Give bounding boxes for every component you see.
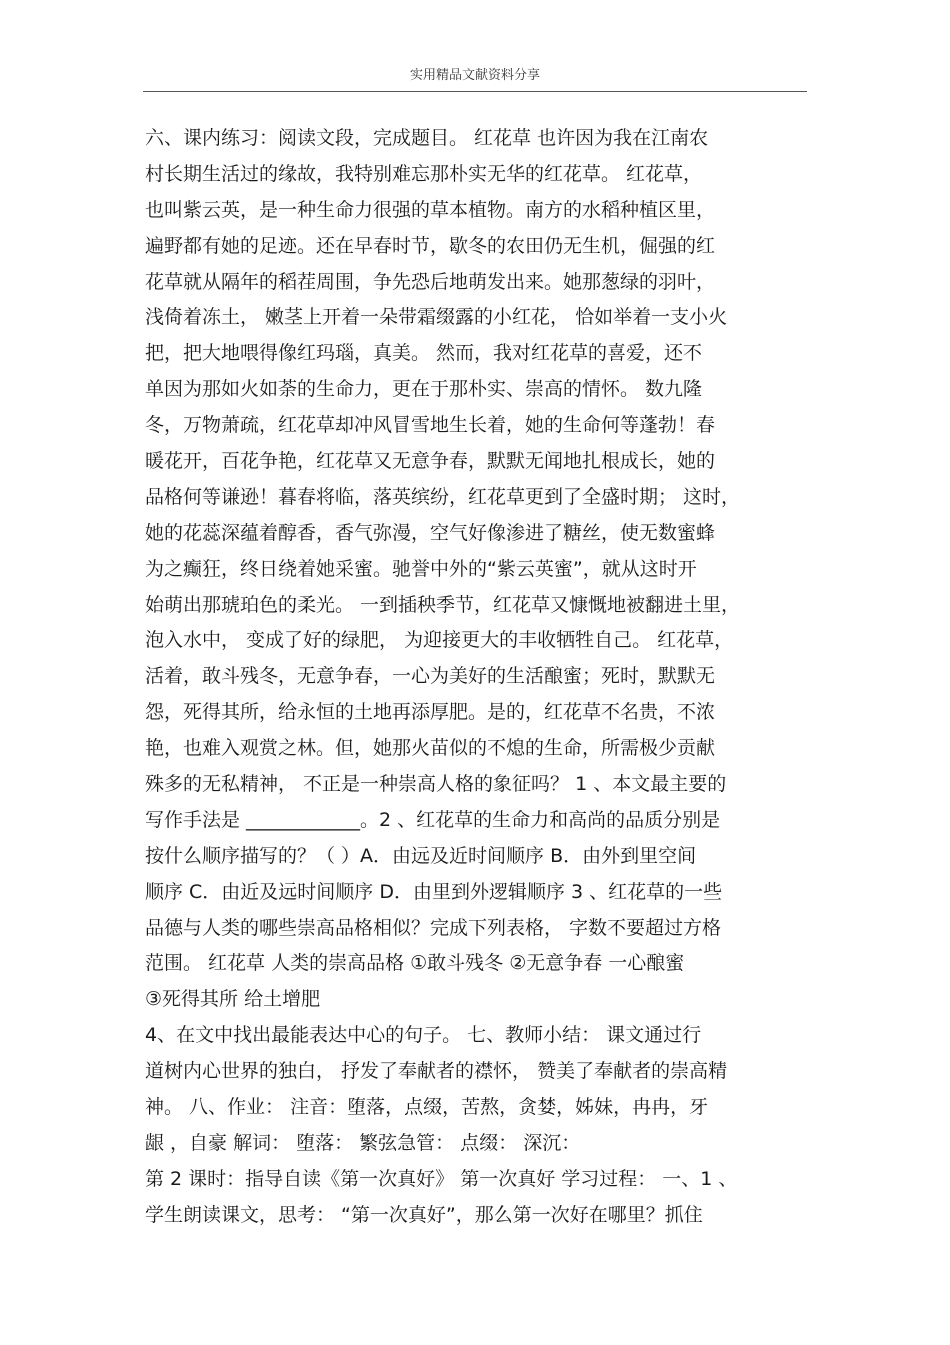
text-line: 始萌出那琥珀色的柔光。 一到插秧季节，红花草又慷慨地被翻进土里，	[145, 593, 741, 616]
text-line: 龈 ，自豪 解词： 堕落： 繁弦急管： 点缀： 深沉：	[145, 1131, 581, 1154]
text-line: 冬，万物萧疏，红花草却冲风冒雪地生长着，她的生命何等蓬勃！春	[145, 414, 716, 437]
text-line: 第 2 课时：指导自读《第一次真好》 第一次真好 学习过程： 一、1 、	[145, 1167, 738, 1190]
text-line: 活着，敢斗残冬，无意争春，一心为美好的生活酿蜜；死时，默默无	[145, 665, 716, 688]
text-line: 花草就从隔年的稻茬周围，争先恐后地萌发出来。她那葱绿的羽叶，	[145, 270, 716, 293]
text-line: 道树内心世界的独白， 抒发了奉献者的襟怀， 赞美了奉献者的崇高精	[145, 1060, 728, 1083]
text-line: 泡入水中， 变成了好的绿肥， 为迎接更大的丰收牺牲自己。 红花草，	[145, 629, 734, 652]
text-line: 也叫紫云英，是一种生命力很强的草本植物。南方的水稻种植区里，	[145, 198, 716, 221]
text-line: 品德与人类的哪些崇高品格相似？完成下列表格， 字数不要超过方格	[145, 916, 722, 939]
text-line: 浅倚着冻土， 嫩茎上开着一朵带霜缀露的小红花， 恰如举着一支小火	[145, 306, 728, 329]
text-line: 她的花蕊深蕴着醇香，香气弥漫，空气好像渗进了糖丝，使无数蜜蜂	[145, 521, 716, 544]
text-line: 把，把大地喂得像红玛瑙，真美。 然而，我对红花草的喜爱，还不	[145, 342, 703, 365]
text-line: 村长期生活过的缘故，我特别难忘那朴实无华的红花草。 红花草，	[145, 162, 703, 185]
text-line: 六、课内练习：阅读文段，完成题目。 红花草 也许因为我在江南农	[145, 127, 709, 149]
document-body	[145, 121, 813, 1234]
text-line: 学生朗读课文，思考： “第一次真好”，那么第一次好在哪里？抓住	[145, 1203, 703, 1226]
text-line: 单因为那如火如荼的生命力，更在于那朴实、崇高的情怀。 数九隆	[145, 378, 703, 401]
text-line: 遍野都有她的足迹。还在早春时节，歇冬的农田仍无生机，倔强的红	[145, 234, 716, 257]
page-header: 实用精品文献资料分享	[409, 68, 540, 83]
text-line: 为之癫狂，终日绕着她采蜜。驰誉中外的“紫云英蜜”，就从这时开	[145, 557, 697, 580]
text-line: 艳，也难入观赏之林。但，她那火苗似的不熄的生命，所需极少贡献	[145, 737, 716, 760]
text-line: 4、在文中找出最能表达中心的句子。 七、教师小结： 课文通过行	[145, 1024, 702, 1047]
text-line: 写作手法是 ____________。2 、红花草的生命力和高尚的品质分别是	[145, 808, 721, 831]
text-line: 神。 八、作业： 注音：堕落，点缀，苦熬，贪婪，姊妹，冉冉，牙	[145, 1096, 709, 1119]
text-line: 品格何等谦逊！暮春将临，落英缤纷，红花草更到了全盛时期； 这时，	[145, 485, 741, 508]
text-line: 按什么顺序描写的？（ ）A．由远及近时间顺序 B．由外到里空间	[145, 844, 697, 867]
text-line: 暖花开，百花争艳，红花草又无意争春，默默无闻地扎根成长，她的	[145, 450, 716, 473]
text-line: 范围。 红花草 人类的崇高品格 ①敢斗残冬 ②无意争春 一心酿蜜	[145, 952, 685, 975]
text-line: 怨，死得其所，给永恒的土地再添厚肥。是的，红花草不名贵，不浓	[145, 701, 716, 724]
text-line: ③死得其所 给土增肥	[145, 988, 321, 1011]
text-line: 殊多的无私精神， 不正是一种崇高人格的象征吗？ 1 、本文最主要的	[145, 773, 727, 796]
header-divider	[143, 91, 807, 92]
text-line: 顺序 C．由近及远时间顺序 D．由里到外逻辑顺序 3 、红花草的一些	[145, 880, 723, 903]
